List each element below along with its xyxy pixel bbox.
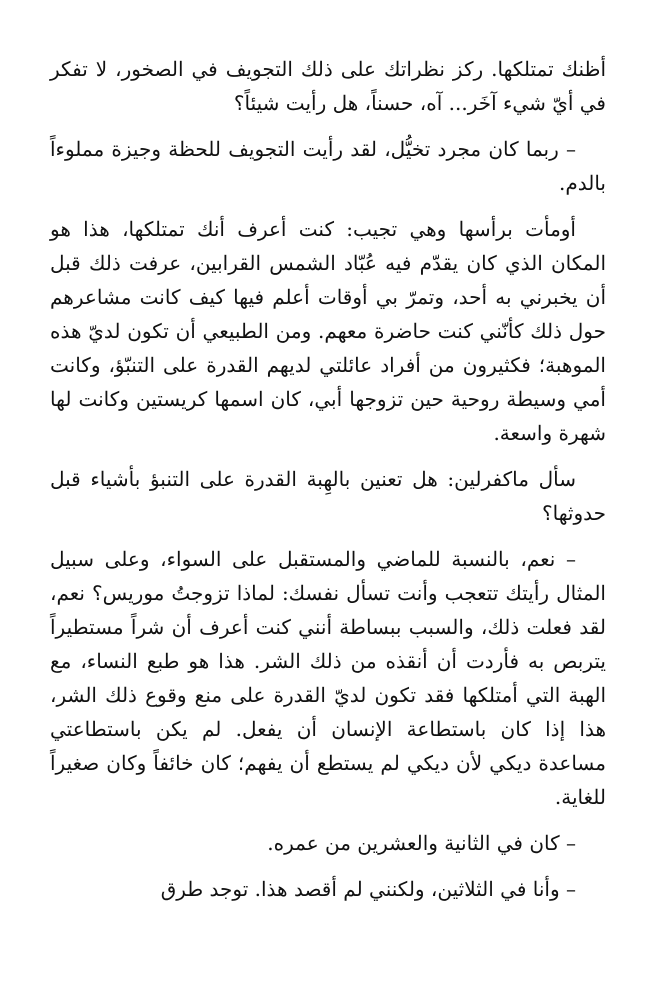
paragraph-6: – كان في الثانية والعشرين من عمره.	[267, 831, 576, 855]
paragraph-2: – ربما كان مجرد تخيُّل، لقد رأيت التجويف للحظة وجيزة مملوءاً بالدم.	[50, 137, 606, 195]
book-page	[50, 52, 606, 918]
paragraph-7: – وأنا في الثلاثين، ولكنني لم أقصد هذا. توجد طرق	[160, 877, 576, 901]
paragraph-5: – نعم، بالنسبة للماضي والمستقبل على السواء، وعلى سبيل المثال رأيتك تتعجب وأنت تسأل نفسك: لماذا تزوجتُ موريس؟ نعم، لقد فعلت ذلك، والسبب ببساطة أنني كنت أعرف أن شراً مستطيراً يتربص به فأردت أن أنقذه من ذلك الشر. هذا هو طبع النساء، مع الهبة التي أمتلكها فقد تكون لديّ القدرة على منع وقوع ذلك الشر، هذا إذا كان باستطاعة الإنسان أن يفعل. لم يكن باستطاعتي مساعدة ديكي لأن ديكي لم يستطع أن يفهم؛ كان خائفاً وكان صغيراً للغاية.	[50, 547, 606, 809]
paragraph-1: أظنك تمتلكها. ركز نظراتك على ذلك التجويف في الصخور، لا تفكر في أيّ شيء آخَر... آه، حسناً، هل رأيت شيئاً؟	[50, 57, 606, 115]
paragraph-4: سأل ماكفرلين: هل تعنين بالهِبة القدرة على التنبؤ بأشياء قبل حدوثها؟	[50, 467, 606, 525]
paragraph-3: أومأت برأسها وهي تجيب: كنت أعرف أنك تمتلكها، هذا هو المكان الذي كان يقدّم فيه عُبّاد الشمس القرابين، عرفت ذلك قبل أن يخبرني به أحد، وتمرّ بي أوقات أعلم فيها كيف كانت مشاعرهم حول ذلك كأنّني كنت حاضرة معهم. ومن الطبيعي أن تكون لديّ هذه الموهبة؛ فكثيرون من أفراد عائلتي لديهم القدرة على التنبّؤ، وكانت أمي وسيطة روحية حين تزوجها أبي، كان اسمها كريستين وكانت لها شهرة واسعة.	[50, 217, 606, 445]
